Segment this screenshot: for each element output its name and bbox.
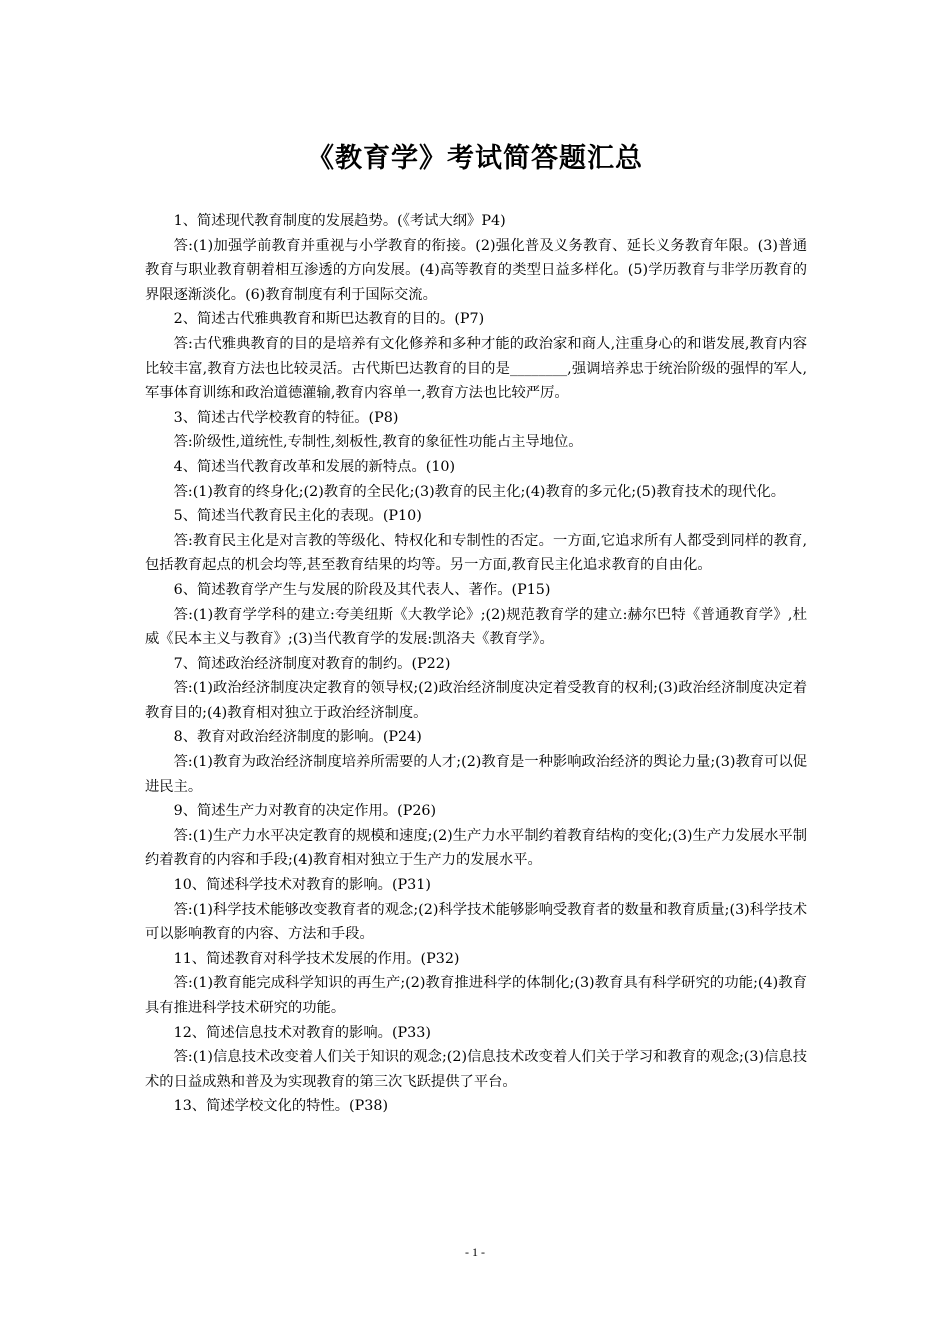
answer-7: 答:(1)政治经济制度决定教育的领导权;(2)政治经济制度决定着受教育的权利;(3)政治经济制度决定着教育目的;(4)教育相对独立于政治经济制度。 — [145, 680, 807, 721]
answer-9: 答:(1)生产力水平决定教育的规模和速度;(2)生产力水平制约着教育结构的变化;(3)生产力发展水平制约着教育的内容和手段;(4)教育相对独立于生产力的发展水平。 — [145, 827, 807, 869]
question-5: 5、简述当代教育民主化的表现。(P10) — [173, 508, 422, 525]
answer-3: 答:阶级性,道统性,专制性,刻板性,教育的象征性功能占主导地位。 — [173, 434, 583, 451]
answer-4: 答:(1)教育的终身化;(2)教育的全民化;(3)教育的民主化;(4)教育的多元化;(5)教育技术的现代化。 — [173, 483, 786, 500]
page-number: - 1 - — [465, 1245, 485, 1259]
question-11: 11、简述教育对科学技术发展的作用。(P32) — [173, 950, 460, 967]
answer-8: 答:(1)教育为政治经济制度培养所需要的人才;(2)教育是一种影响政治经济的舆论力量;(3)教育可以促进民主。 — [145, 754, 807, 795]
question-10: 10、简述科学技术对教育的影响。(P31) — [173, 877, 431, 894]
question-13: 13、简述学校文化的特性。(P38) — [173, 1098, 389, 1115]
answer-10: 答:(1)科学技术能够改变教育者的观念;(2)科学技术能够影响受教育者的数量和教育质量;(3)科学技术可以影响教育的内容、方法和手段。 — [145, 901, 807, 943]
question-7: 7、简述政治经济制度对教育的制约。(P22) — [173, 655, 451, 672]
document-body — [145, 209, 807, 1119]
answer-5: 答:教育民主化是对言教的等级化、特权化和专制性的否定。一方面,它追求所有人都受到同样的教育,包括教育起点的机会均等,甚至教育结果的均等。另一方面,教育民主化追求教育的自由化。 — [145, 532, 807, 574]
question-9: 9、简述生产力对教育的决定作用。(P26) — [173, 803, 437, 820]
question-3: 3、简述古代学校教育的特征。(P8) — [173, 409, 399, 426]
answer-6: 答:(1)教育学学科的建立:夸美纽斯《大教学论》;(2)规范教育学的建立:赫尔巴特《普通教育学》,杜威《民本主义与教育》;(3)当代教育学的发展:凯洛夫《教育学》。 — [145, 606, 807, 648]
answer-1: 答:(1)加强学前教育并重视与小学教育的衔接。(2)强化普及义务教育、延长义务教育年限。(3)普通教育与职业教育朝着相互渗透的方向发展。(4)高等教育的类型日益多样化。(5)学历教育与非学历教育的界限逐渐淡化。(6)教育制度有利于国际交流。 — [145, 237, 807, 303]
question-1: 1、简述现代教育制度的发展趋势。(《考试大纲》P4) — [173, 213, 506, 229]
question-4: 4、简述当代教育改革和发展的新特点。(10) — [173, 458, 456, 475]
answer-2: 答:古代雅典教育的目的是培养有文化修养和多种才能的政治家和商人,注重身心的和谐发展,教育内容比较丰富,教育方法也比较灵活。古代斯巴达教育的目的是________,强调培养忠于统治阶级的强悍的军人,军事体育训练和政治道德灌输,教育内容单一,教育方法也比较严厉。 — [145, 335, 807, 402]
answer-11: 答:(1)教育能完成科学知识的再生产;(2)教育推进科学的体制化;(3)教育具有科学研究的功能;(4)教育具有推进科学技术研究的功能。 — [145, 975, 807, 1016]
answer-12: 答:(1)信息技术改变着人们关于知识的观念;(2)信息技术改变着人们关于学习和教育的观念;(3)信息技术的日益成熟和普及为实现教育的第三次飞跃提供了平台。 — [145, 1049, 807, 1090]
question-12: 12、简述信息技术对教育的影响。(P33) — [173, 1024, 431, 1041]
document-title: 《教育学》考试简答题汇总 — [307, 143, 643, 174]
question-2: 2、简述古代雅典教育和斯巴达教育的目的。(P7) — [173, 311, 485, 328]
question-8: 8、教育对政治经济制度的影响。(P24) — [173, 729, 422, 746]
question-6: 6、简述教育学产生与发展的阶段及其代表人、著作。(P15) — [173, 581, 551, 598]
